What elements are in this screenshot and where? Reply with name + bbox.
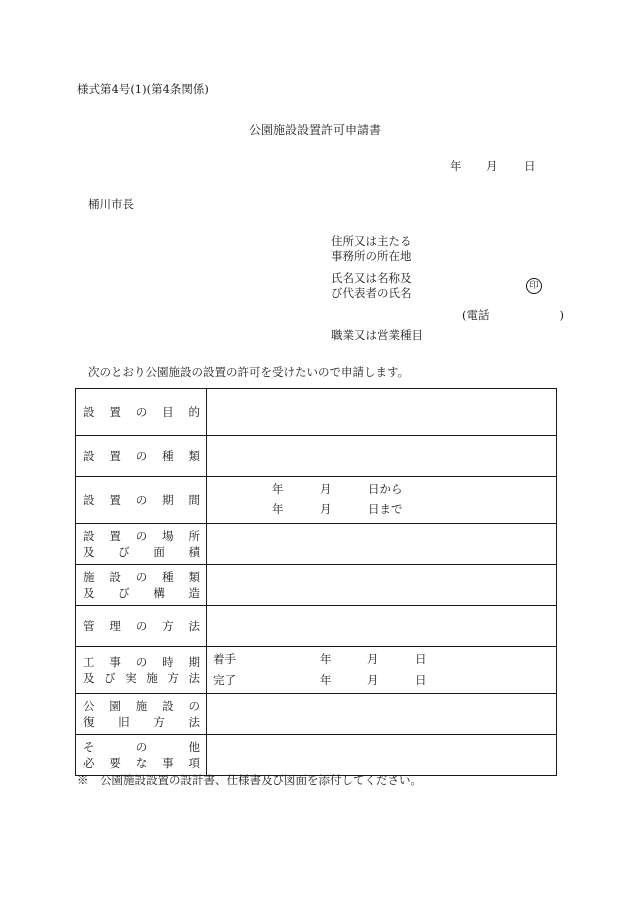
row-label-char: 必 bbox=[83, 756, 95, 770]
row-label-char: 実 bbox=[125, 671, 137, 685]
row-label-line bbox=[76, 698, 206, 714]
period-from-day: 日から bbox=[368, 482, 403, 496]
row-label-char: 場 bbox=[162, 529, 174, 543]
row-label-char: 及 bbox=[83, 545, 95, 559]
row-label bbox=[76, 735, 207, 776]
row-label-char: 類 bbox=[188, 570, 200, 584]
row-label-line bbox=[76, 755, 206, 771]
table-row bbox=[76, 524, 557, 565]
row-label-line bbox=[76, 585, 206, 601]
row-label bbox=[76, 436, 207, 477]
row-label-char: 的 bbox=[188, 405, 200, 419]
table-row bbox=[76, 694, 557, 735]
period-to-year: 年 bbox=[272, 502, 284, 516]
row-label-line bbox=[76, 492, 206, 508]
row-label-char: 設 bbox=[83, 529, 95, 543]
attachment-note: ※ 公園施設設置の設計書、仕様書及び図面を添付してください。 bbox=[77, 773, 422, 787]
row-label-char: 置 bbox=[109, 405, 121, 419]
row-label-char: 置 bbox=[109, 529, 121, 543]
row-label-char: 施 bbox=[83, 570, 95, 584]
row-label bbox=[76, 606, 207, 647]
phone-label: (電話 bbox=[462, 308, 490, 322]
application-table bbox=[75, 388, 557, 776]
row-label-char: 工 bbox=[83, 655, 95, 669]
table-row bbox=[76, 389, 557, 436]
row-label-char: 園 bbox=[109, 699, 121, 713]
row-label-char: 法 bbox=[188, 619, 200, 633]
row-label-char: 設 bbox=[83, 405, 95, 419]
row-value[interactable] bbox=[207, 389, 557, 436]
phone-field bbox=[462, 310, 564, 322]
row-value[interactable] bbox=[207, 477, 557, 524]
period-to-day: 日まで bbox=[368, 502, 403, 516]
row-label-char: 方 bbox=[153, 715, 165, 729]
table-row bbox=[76, 436, 557, 477]
table-row bbox=[76, 606, 557, 647]
row-label-char: 置 bbox=[109, 493, 121, 507]
row-label-char: 種 bbox=[162, 570, 174, 584]
row-label-char: 復 bbox=[83, 715, 95, 729]
row-label-char: の bbox=[135, 740, 148, 754]
schedule-start-label: 着手 bbox=[213, 652, 236, 666]
row-label-char: 類 bbox=[188, 449, 200, 463]
schedule-end-label: 完了 bbox=[213, 673, 236, 687]
form-number: 様式第4号(1)(第4条関係) bbox=[77, 82, 209, 96]
row-label-line bbox=[76, 528, 206, 544]
row-label-line bbox=[76, 654, 206, 670]
row-label-line bbox=[76, 714, 206, 730]
row-label-char: 方 bbox=[167, 671, 179, 685]
row-label-char: 時 bbox=[162, 655, 174, 669]
row-label-char: 法 bbox=[188, 671, 200, 685]
intro-text: 次のとおり公園施設の設置の許可を受けたいので申請します。 bbox=[88, 365, 410, 379]
row-label bbox=[76, 389, 207, 436]
row-value[interactable] bbox=[207, 647, 557, 694]
row-label-char: 項 bbox=[188, 756, 200, 770]
row-label-char: 公 bbox=[83, 699, 95, 713]
row-label-char: の bbox=[135, 619, 148, 633]
table-row bbox=[76, 565, 557, 606]
row-label-char: 造 bbox=[188, 586, 200, 600]
row-label-char: 種 bbox=[162, 449, 174, 463]
row-label-char: 構 bbox=[153, 586, 165, 600]
schedule-end-month: 月 bbox=[367, 673, 379, 687]
row-label-char: の bbox=[135, 405, 148, 419]
application-date bbox=[450, 161, 536, 173]
row-label bbox=[76, 524, 207, 565]
row-label bbox=[76, 694, 207, 735]
row-label bbox=[76, 647, 207, 694]
row-label-char: 置 bbox=[109, 449, 121, 463]
date-month: 月 bbox=[486, 159, 498, 173]
row-label-char: 施 bbox=[135, 699, 148, 713]
applicant-name-label: 氏名又は名称及 び代表者の氏名 bbox=[331, 271, 412, 300]
row-label-char: 設 bbox=[162, 699, 174, 713]
document-title: 公園施設設置許可申請書 bbox=[248, 123, 381, 137]
row-label-char: そ bbox=[83, 740, 95, 754]
date-day: 日 bbox=[524, 159, 536, 173]
row-label-char: 管 bbox=[83, 619, 95, 633]
row-label-line bbox=[76, 404, 206, 420]
row-label-char: 間 bbox=[188, 493, 200, 507]
row-value[interactable] bbox=[207, 524, 557, 565]
row-label-char: 他 bbox=[188, 740, 200, 754]
schedule-end-year: 年 bbox=[320, 673, 332, 687]
schedule-end-day: 日 bbox=[415, 673, 427, 687]
row-label-char: 方 bbox=[162, 619, 174, 633]
row-label-char: 法 bbox=[188, 715, 200, 729]
row-label-line bbox=[76, 618, 206, 634]
row-label-line bbox=[76, 569, 206, 585]
row-label-char: 旧 bbox=[118, 715, 130, 729]
row-label-line bbox=[76, 448, 206, 464]
table-row bbox=[76, 735, 557, 776]
applicant-occupation-label: 職業又は営業種目 bbox=[331, 328, 423, 342]
row-label bbox=[76, 477, 207, 524]
row-label-char: 及 bbox=[83, 671, 95, 685]
row-value[interactable] bbox=[207, 606, 557, 647]
row-value[interactable] bbox=[207, 565, 557, 606]
row-label-char: 目 bbox=[162, 405, 174, 419]
applicant-address-label: 住所又は主たる 事務所の所在地 bbox=[331, 234, 412, 263]
row-label-char: の bbox=[135, 655, 148, 669]
row-label bbox=[76, 565, 207, 606]
period-to-month: 月 bbox=[320, 502, 332, 516]
row-label-char: 事 bbox=[109, 655, 121, 669]
row-label-char: 期 bbox=[188, 655, 200, 669]
date-year: 年 bbox=[450, 159, 462, 173]
table-row bbox=[76, 477, 557, 524]
row-label-line bbox=[76, 670, 206, 686]
row-label-char: 期 bbox=[162, 493, 174, 507]
schedule-start-month: 月 bbox=[367, 652, 379, 666]
row-label-char: 設 bbox=[83, 449, 95, 463]
seal-mark: 印 bbox=[526, 278, 542, 294]
row-label-char: の bbox=[135, 570, 148, 584]
period-from-month: 月 bbox=[320, 482, 332, 496]
row-label-char: 設 bbox=[109, 570, 121, 584]
row-label-char: 積 bbox=[188, 545, 200, 559]
row-label-char: び bbox=[118, 545, 130, 559]
phone-close: ) bbox=[559, 308, 564, 322]
row-label-line bbox=[76, 544, 206, 560]
row-label-char: び bbox=[104, 671, 116, 685]
row-label-line bbox=[76, 739, 206, 755]
row-label-char: 設 bbox=[83, 493, 95, 507]
schedule-start-day: 日 bbox=[415, 652, 427, 666]
row-label-char: 要 bbox=[109, 756, 121, 770]
row-label-char: 事 bbox=[162, 756, 174, 770]
row-label-char: な bbox=[135, 756, 148, 770]
row-label-char: 施 bbox=[146, 671, 158, 685]
addressee: 桶川市長 bbox=[88, 197, 134, 211]
row-label-char: 所 bbox=[188, 529, 200, 543]
row-label-char: の bbox=[135, 493, 148, 507]
row-value[interactable] bbox=[207, 694, 557, 735]
row-label-char: び bbox=[118, 586, 130, 600]
row-value[interactable] bbox=[207, 735, 557, 776]
row-label-char: 及 bbox=[83, 586, 95, 600]
row-label-char: の bbox=[188, 699, 200, 713]
table-row bbox=[76, 647, 557, 694]
row-label-char: の bbox=[135, 449, 148, 463]
schedule-start-year: 年 bbox=[320, 652, 332, 666]
period-from-year: 年 bbox=[272, 482, 284, 496]
row-label-char: 面 bbox=[153, 545, 165, 559]
row-value[interactable] bbox=[207, 436, 557, 477]
row-label-char: 理 bbox=[109, 619, 121, 633]
row-label-char: の bbox=[135, 529, 148, 543]
